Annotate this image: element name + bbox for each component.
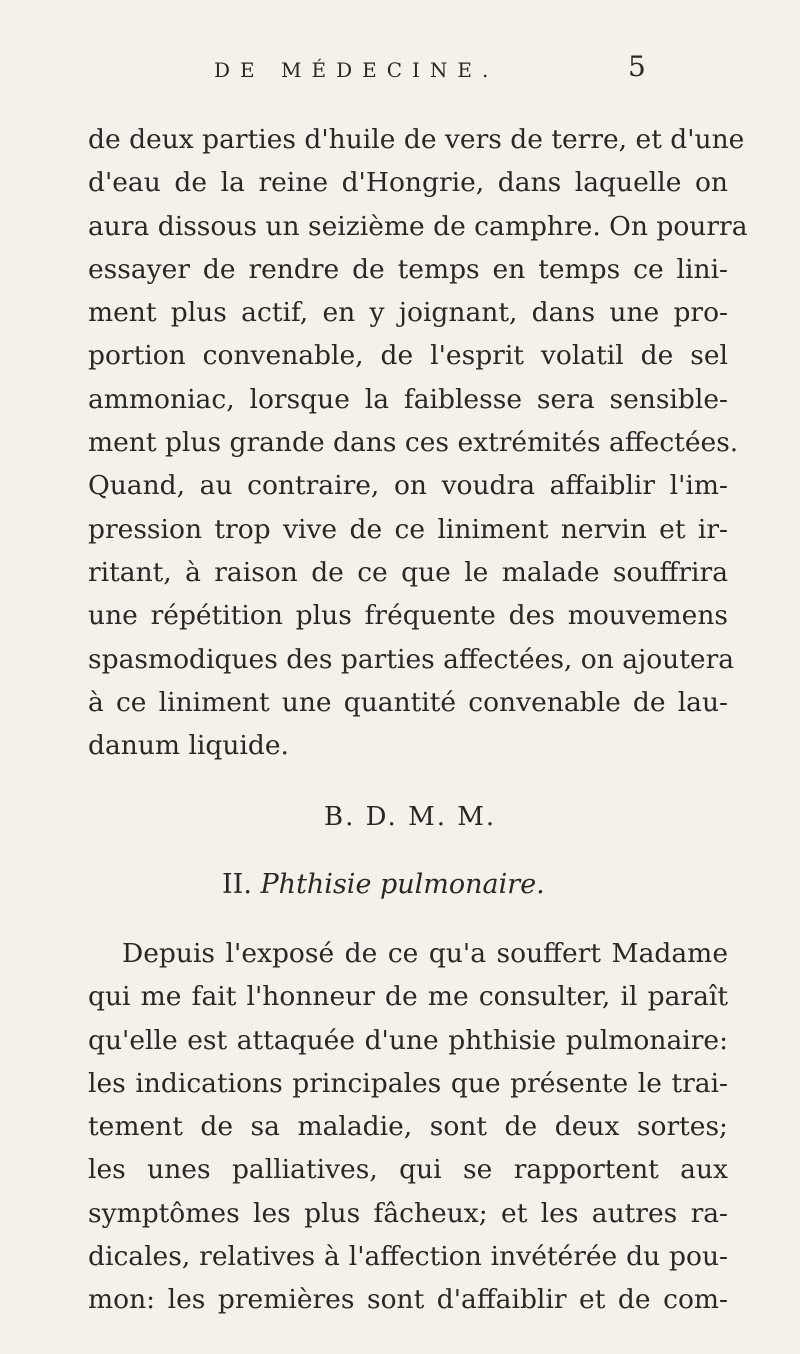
- text-line: Depuis l'exposé de ce qu'a souffert Madame: [122, 938, 728, 969]
- page-number: 5: [628, 50, 646, 83]
- running-title: DE MÉDECINE.: [214, 58, 499, 82]
- text-line: ment plus grande dans ces extrémités affectées.: [88, 427, 739, 459]
- text-line: essayer de rendre de temps en temps ce lini-: [88, 253, 728, 285]
- section-title: Phthisie pulmonaire.: [260, 869, 545, 900]
- text-line: les indications principales que présente le trai-: [88, 1067, 728, 1099]
- text-line: spasmodiques des parties affectées, on ajoutera: [88, 643, 735, 675]
- text-line: de deux parties d'huile de vers de terre, et d'une: [88, 124, 745, 155]
- running-head: [0, 52, 800, 92]
- section-number: II.: [222, 869, 252, 900]
- paragraph-phthisie: [88, 932, 728, 1322]
- text-line: ment plus actif, en y joignant, dans une pro-: [88, 297, 728, 329]
- text-line: aura dissous un seizième de camphre. On pourra: [88, 210, 748, 242]
- text-line: d'eau de la reine d'Hongrie, dans laquelle on: [88, 167, 728, 199]
- text-line: ritant, à raison de ce que le malade souffrira: [88, 556, 728, 588]
- text-line: pression trop vive de ce liniment nervin et ir-: [88, 513, 728, 545]
- text-line: danum liquide.: [88, 730, 289, 762]
- text-line: qu'elle est attaquée d'une phthisie pulmonaire:: [88, 1024, 728, 1056]
- section-heading: [222, 869, 545, 900]
- text-line: une répétition plus fréquente des mouvemens: [88, 600, 728, 632]
- text-line: à ce liniment une quantité convenable de lau-: [88, 686, 728, 718]
- text-line: symptômes les plus fâcheux; et les autres ra-: [88, 1197, 728, 1229]
- text-line: mon: les premières sont d'affaiblir et de com-: [88, 1284, 728, 1316]
- paragraph-liniment: [88, 118, 748, 767]
- text-line: qui me fait l'honneur de me consulter, il paraît: [88, 981, 728, 1013]
- text-line: dicales, relatives à l'affection invétérée du pou-: [88, 1241, 728, 1273]
- text-line: les unes palliatives, qui se rapportent aux: [88, 1154, 728, 1186]
- text-line: tement de sa maladie, sont de deux sortes;: [88, 1111, 728, 1143]
- text-line: portion convenable, de l'esprit volatil de sel: [88, 340, 728, 372]
- text-line: Quand, au contraire, on voudra affaiblir l'im-: [88, 470, 728, 502]
- signature-initials: B. D. M. M.: [324, 802, 497, 832]
- text-line: ammoniac, lorsque la faiblesse sera sensible-: [88, 383, 728, 415]
